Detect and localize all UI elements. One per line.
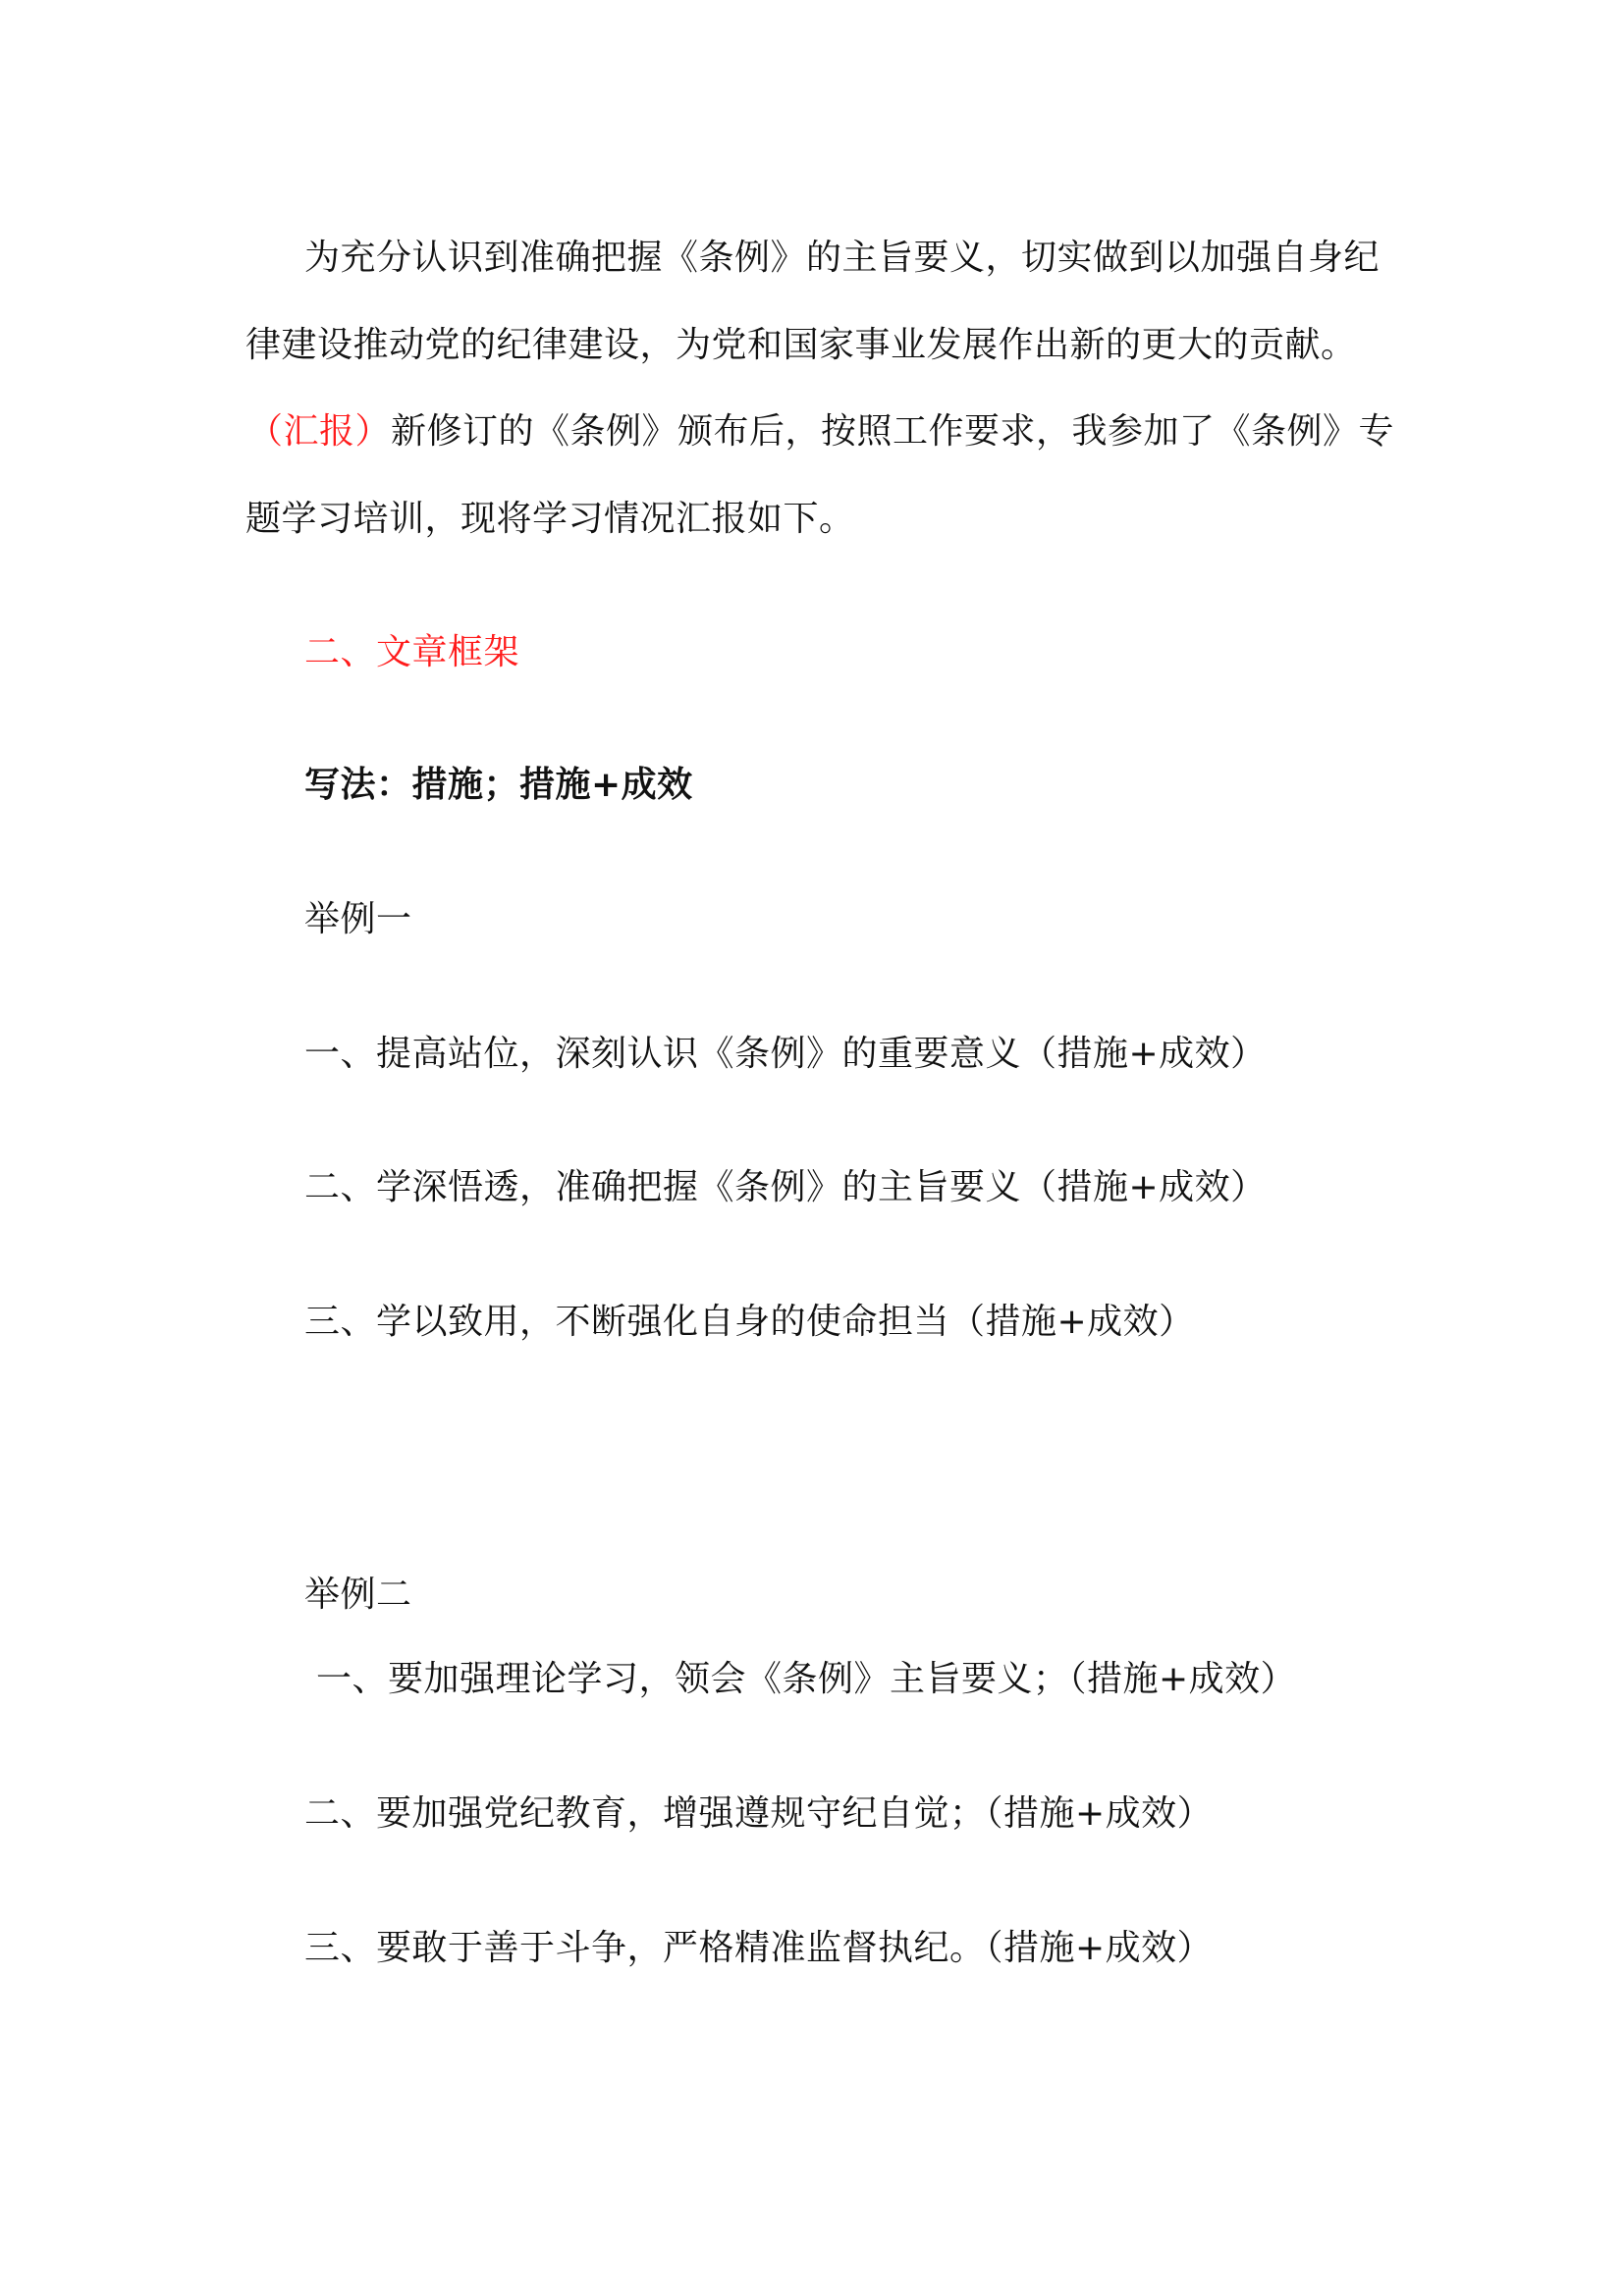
example-1-item-1: 一、提高站位，深刻认识《条例》的重要意义（措施+成效） (304, 1034, 1267, 1074)
example-2-item-3: 三、要敢于善于斗争，严格精准监督执纪。（措施+成效） (304, 1928, 1214, 1968)
example-2-item-1: 一、要加强理论学习，领会《条例》主旨要义；（措施+成效） (304, 1659, 1297, 1699)
example-1-heading: 举例一 (304, 899, 412, 939)
section-title: 二、文章框架 (304, 632, 520, 672)
intro-line-1: 为充分认识到准确把握《条例》的主旨要义，切实做到以加强自身纪 (304, 238, 1380, 278)
intro-line-4: 题学习培训，现将学习情况汇报如下。 (245, 499, 855, 539)
example-1-item-2: 二、学深悟透，准确把握《条例》的主旨要义（措施+成效） (304, 1167, 1267, 1207)
intro-line-2: 律建设推动党的纪律建设，为党和国家事业发展作出新的更大的贡献。 (245, 325, 1357, 365)
example-1-item-3: 三、学以致用，不断强化自身的使命担当（措施+成效） (304, 1302, 1195, 1342)
example-2-heading: 举例二 (304, 1575, 412, 1615)
example-2-item-2: 二、要加强党纪教育，增强遵规守纪自觉；（措施+成效） (304, 1793, 1214, 1834)
intro-line-3-text: 新修订的《条例》颁布后，按照工作要求，我参加了《条例》专 (391, 411, 1395, 452)
intro-line-3 (247, 408, 1394, 455)
method-line: 写法：措施；措施+成效 (304, 765, 693, 805)
report-tag: （汇报） (247, 411, 392, 452)
